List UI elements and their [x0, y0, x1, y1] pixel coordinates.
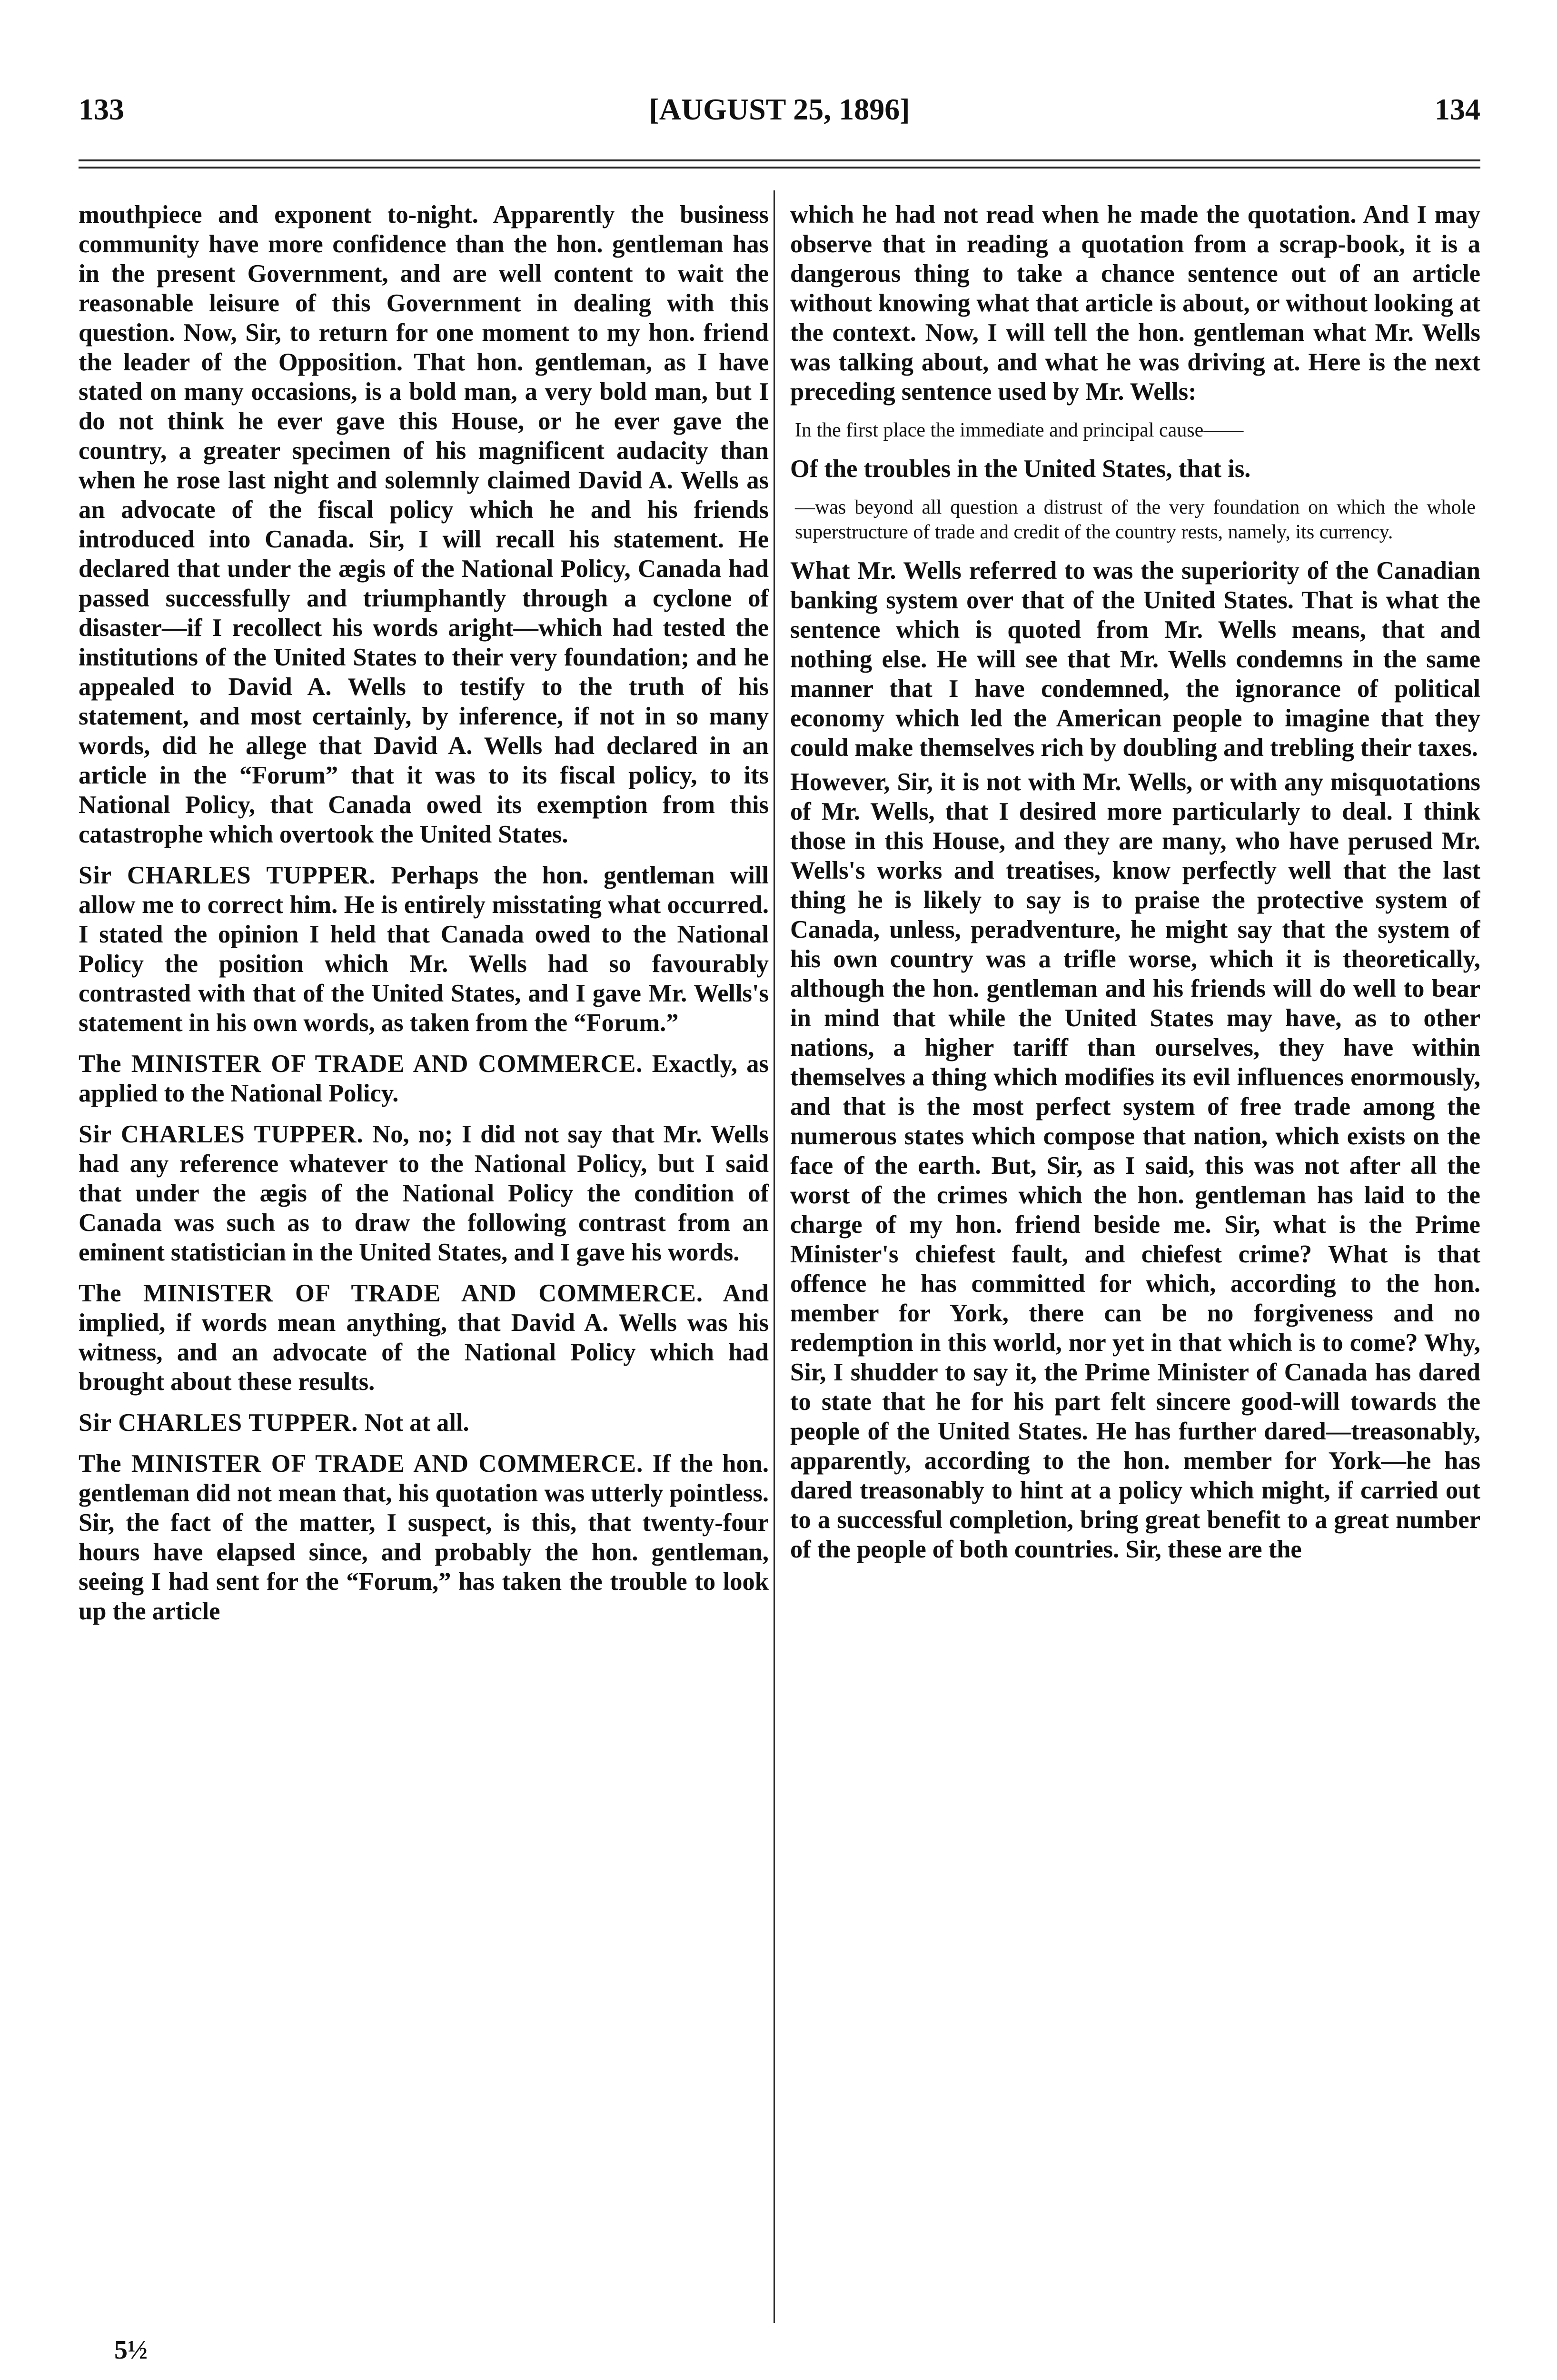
right-paragraph: Of the troubles in the United States, that is.: [790, 455, 1251, 483]
right-paragraph: What Mr. Wells referred to was the superiority of the Canadian banking system over that of the United States. That is what the sentence which is quoted from Mr. Wells means, that and nothing else. He will see that Mr. Wells condemns in the same manner that I have condemned, the ignorance of political economy which led the American people to imagine that they could make themselves rich by doubling and trebling their taxes.: [790, 557, 1480, 762]
left-paragraph: [79, 1449, 769, 1626]
speaker-name: The MINISTER OF TRADE AND COMMERCE.: [79, 1279, 704, 1307]
left-paragraph: [79, 861, 769, 1038]
paragraph-text: mouthpiece and exponent to-night. Apparently the business community have more confidence than the hon. gentleman has in the present Government, and are well content to wait the reasonable leisure of this Government in dealing with this question. Now, Sir, to return for one moment to my hon. friend the leader of the Opposition. That hon. gentleman, as I have stated on many occasions, is a bold man, a very bold man, but I do not think he ever gave this House, or he ever gave the country, a greater specimen of his magnificent audacity than when he rose last night and solemnly claimed David A. Wells as an advocate of the fiscal policy which he and his friends introduced into Canada. Sir, I will recall his statement. He declared that under the ægis of the National Policy, Canada had passed successfully and triumphantly through a cyclone of disaster—if I recollect his words aright—which had tested the institutions of the United States to their very foundation; and he appealed to David A. Wells to testify to the truth of his statement, and most certainly, by inference, if not in so many words, did he allege that David A. Wells had declared in an article in the “Forum” that it was to its fiscal policy, to its National Policy, that Canada owed its exemption from this catastrophe which overtook the United States.: [79, 201, 769, 848]
right-column: [790, 200, 1480, 2332]
signature-mark: 5½: [114, 2335, 148, 2365]
speaker-name: The MINISTER OF TRADE AND COMMERCE.: [79, 1450, 644, 1478]
right-paragraph: However, Sir, it is not with Mr. Wells, or with any misquotations of Mr. Wells, that I desired more particularly to deal. I think those in this House, and they are many, who have perused Mr. Wells's works and treatises, know perfectly well that the last thing he is likely to say is to praise the protective system of Canada, unless, peradventure, he might say that the system of his own country was a trifle worse, which it is theoretically, although the hon. gentleman and his friends will do well to bear in mind that while the United States may have, as to other nations, a higher tariff than ourselves, they have within themselves a thing which modifies its evil influences enormously, and that is the most perfect system of free trade among the numerous states which compose that nation, which exists on the face of the earth. But, Sir, as I said, this was not after all the worst of the crimes which the hon. gentleman has laid to the charge of my hon. friend beside me. Sir, what is the Prime Minister's chiefest fault, and chiefest crime? What is that offence he has committed for which, according to the hon. member for York, there can be no forgiveness and no redemption in this world, nor yet in that which is to come? Why, Sir, I shudder to say it, the Prime Minister of Canada has dared to state that he for his part felt sincere good-will towards the people of the United States. He has further dared—treasonably, apparently, according to the hon. member for York—he has dared treasonably to hint at a policy which might, if carried out to a successful completion, bring great benefit to a great number of the people of both countries. Sir, these are the: [790, 768, 1480, 1563]
column-divider: [774, 190, 775, 2323]
quoted-passage: —was beyond all question a distrust of the very foundation on which the whole superstructure of trade and credit of the country rests, namely, its currency.: [795, 496, 1476, 543]
page-number-left: 133: [79, 92, 124, 126]
paragraph-text: If the hon. gentleman did not mean that, his quotation was utterly pointless. Sir, the fact of the matter, I suspect, is this, that twenty-four hours have elapsed since, and probably the hon. gentleman, seeing I had sent for the “Forum,” has taken the trouble to look up the article: [79, 1450, 769, 1625]
page-header: [79, 90, 1480, 129]
paragraph-text: And implied, if words mean anything, that David A. Wells was his witness, and an advocate of the National Policy which had brought about these results.: [79, 1279, 769, 1396]
paragraph-text: No, no; I did not say that Mr. Wells had any reference whatever to the National Policy, but I said that under the ægis of the National Policy the condition of Canada was such as to draw the following contrast from an eminent statistician in the United States, and I gave his words.: [79, 1121, 769, 1266]
speaker-name: Sir CHARLES TUPPER.: [79, 1121, 364, 1148]
page-number-right: 134: [1435, 92, 1480, 126]
paragraph-text: Perhaps the hon. gentleman will allow me to correct him. He is entirely misstating what occurred. I stated the opinion I held that Canada owed to the National Policy the position which Mr. Wells had so favourably contrasted with that of the United States, and I gave Mr. Wells's statement in his own words, as taken from the “Forum.”: [79, 862, 769, 1037]
header-rule-top: [79, 159, 1480, 161]
left-paragraph: [79, 200, 769, 849]
paragraph-text: Not at all.: [364, 1409, 469, 1437]
left-paragraph: [79, 1408, 769, 1438]
left-paragraph: [79, 1279, 769, 1397]
speaker-name: The MINISTER OF TRADE AND COMMERCE.: [79, 1050, 643, 1078]
left-column: [79, 200, 769, 2332]
left-paragraph: [79, 1120, 769, 1267]
left-paragraph: [79, 1049, 769, 1108]
page-date-title: [AUGUST 25, 1896]: [649, 92, 910, 126]
speaker-name: Sir CHARLES TUPPER.: [79, 862, 376, 889]
quoted-passage: In the first place the immediate and principal cause——: [795, 419, 1244, 441]
right-paragraph: which he had not read when he made the quotation. And I may observe that in reading a quotation from a scrap-book, it is a dangerous thing to take a chance sentence out of an article without knowing what that article is about, or without looking at the context. Now, I will tell the hon. gentleman what Mr. Wells was talking about, and what he was driving at. Here is the next preceding sentence used by Mr. Wells:: [790, 201, 1480, 406]
header-rule-bottom: [79, 167, 1480, 169]
paragraph-text: Exactly, as applied to the National Policy.: [79, 1050, 769, 1107]
speaker-name: Sir CHARLES TUPPER.: [79, 1409, 358, 1437]
